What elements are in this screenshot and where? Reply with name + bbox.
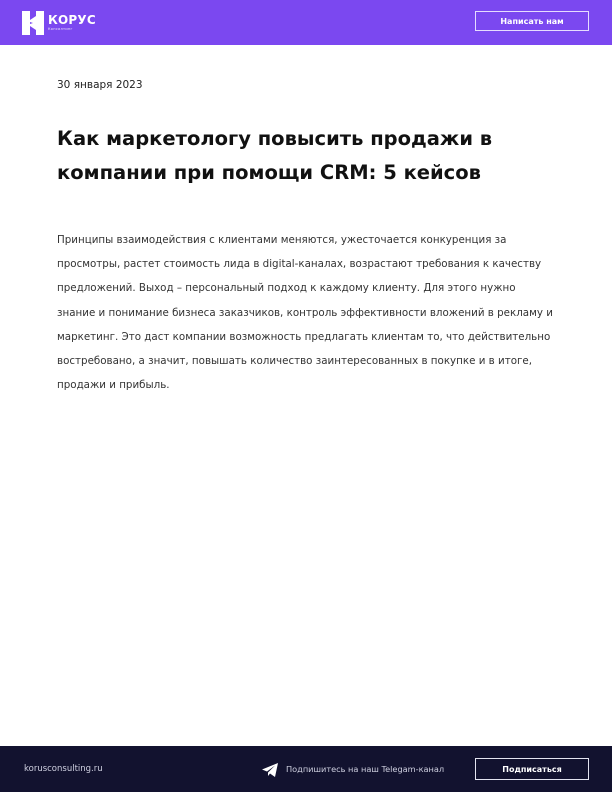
write-to-us-button[interactable]: Написать нам: [475, 11, 589, 31]
article-body: Принципы взаимодействия с клиентами меняются, ужесточается конкуренция за просмотры, растет стоимость лида в digital-каналах, возрастают требования к качеству предложений. Выход – персональный подход к каждому клиенту. Для этого нужно знание и понимание бизнеса заказчиков, контроль эффективности вложений в рекламу и маркетинг. Это даст компании возможность предлагать клиентам то, что действительно востребовано, а значит, повышать количество заинтересованных в покупке и в итоге, продажи и прибыль.: [57, 234, 553, 392]
site-link[interactable]: korusconsulting.ru: [24, 764, 103, 774]
logo-subtitle: Консалтинг: [48, 27, 73, 31]
korus-logo-mark-icon: [22, 11, 44, 35]
telegram-subscribe-text[interactable]: Подпишитесь на наш Telegam-канал: [286, 764, 445, 774]
telegram-icon[interactable]: [262, 763, 278, 777]
header-bar: [0, 0, 612, 45]
article-title: Как маркетологу повысить продажи в компании при помощи CRM: 5 кейсов: [57, 127, 493, 184]
korus-logo[interactable]: [22, 10, 96, 36]
logo-name: КОРУС: [48, 13, 96, 27]
article-date: 30 января 2023: [57, 79, 143, 91]
subscribe-button[interactable]: Подписаться: [475, 758, 589, 780]
